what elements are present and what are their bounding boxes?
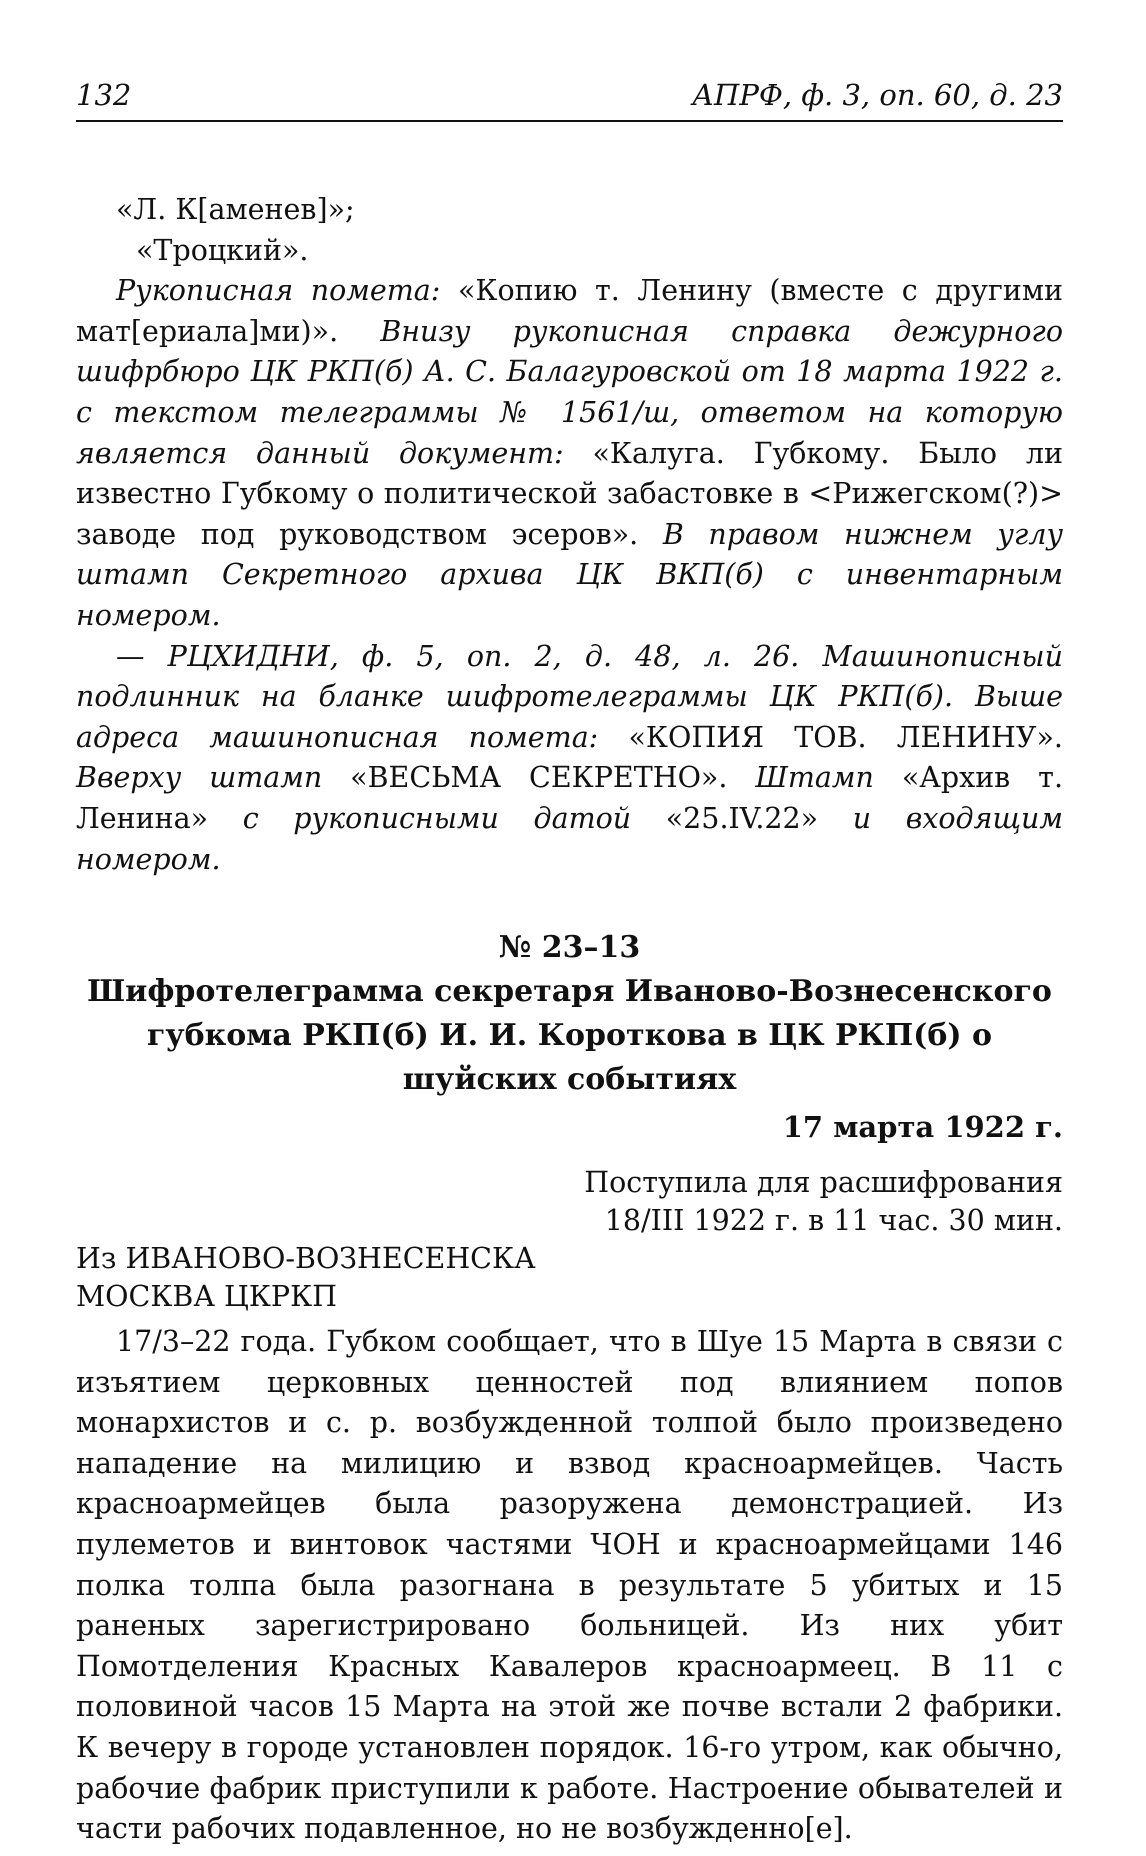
source-part-1: — РЦХИДНИ, ф. 5, оп. 2, д. 48, л. 26. Машинописный подлинник на бланке шифротелеграммы ЦК РКП(б). Выше адреса машинописная помета: — [76, 639, 1063, 754]
document-number: № 23–13 — [498, 930, 641, 966]
received-line-2: 18/III 1922 г. в 11 час. 30 мин. — [604, 1204, 1063, 1238]
source-quote-3: «Архив т. Ленина» — [76, 761, 1063, 835]
telegram-body: 17/3–22 года. Губком сообщает, что в Шуе 15 Марта в связи с изъятием церковных ценностей под влиянием попов монархистов и с. р. возбужденной толпой было произведено нападение на милицию и взвод красноармейцев. Часть красноармейцев была разоружена демонстрацией. Из пулеметов и винтовок частями ЧОН и красноармейцами 146 полка толпа была разогнана в результате 5 убитых и 15 раненых зарегистрировано больницей. Из них убит Помотделения Красных Кавалеров красноармеец. В 11 с половиной часов 15 Марта на этой же почве встали 2 фабрики. К вечеру в городе установлен порядок. 16-го утром, как обычно, рабочие фабрик приступили к работе. Настроение обывателей и части рабочих подавленное, но не возбужденно[е]. — [76, 1325, 1063, 1846]
received-line-1: Поступила для расшифрования — [584, 1166, 1063, 1200]
source-part-2: Вверху штамп — [76, 761, 323, 795]
page-content — [76, 190, 1063, 1850]
document-title: Шифротелеграмма секретаря Иваново-Вознесенского губкома РКП(б) И. И. Короткова в ЦК РКП(б) о шуйских событиях — [87, 974, 1052, 1098]
stamp-note: В правом нижнем углу штамп Секретного архива ЦК ВКП(б) с инвентарным номером. — [76, 517, 1063, 632]
page-number: 132 — [76, 78, 132, 112]
source-quote-1: «КОПИЯ ТОВ. ЛЕНИНУ». — [598, 720, 1063, 754]
source-note-paragraph — [76, 637, 1063, 881]
source-part-4: с рукописными датой — [242, 801, 632, 835]
address-to: МОСКВА ЦКРКП — [76, 1280, 337, 1314]
handnote-label: Рукописная помета: — [116, 274, 441, 308]
running-header — [76, 78, 1063, 122]
source-part-5: и входящим номером. — [76, 801, 1063, 876]
handwritten-note-paragraph — [76, 271, 1063, 636]
archive-reference: АПРФ, ф. 3, оп. 60, д. 23 — [692, 78, 1063, 112]
address-from: Из ИВАНОВО-ВОЗНЕСЕНСКА — [76, 1242, 536, 1276]
source-quote-2: «ВЕСЬМА СЕКРЕТНО». — [322, 761, 756, 795]
handnote-text: «Копию т. Ленину (вместе с другими мат[ериала]ми)». — [76, 274, 1063, 348]
telegram-quote: «Калуга. Губкому. Было ли известно Губкому о политической забастовке в <Рижегском(?)> заводе под руководством эсеров». — [76, 436, 1063, 551]
source-quote-4: «25.IV.22» — [631, 801, 853, 835]
signature-trotsky: «Троцкий». — [136, 233, 309, 267]
address-block — [76, 1240, 1063, 1316]
source-part-3: Штамп — [755, 761, 874, 795]
signature-kamenev: «Л. К[аменев]»; — [116, 193, 355, 226]
document-date: 17 марта 1922 г. — [782, 1110, 1063, 1145]
handnote-description: Внизу рукописная справка дежурного шифрбюро ЦК РКП(б) А. С. Балагуровской от 18 марта 1922 г. с текстом телеграммы № 1561/ш, ответом на которую является данный документ: — [76, 314, 1063, 470]
received-note — [76, 1164, 1063, 1240]
